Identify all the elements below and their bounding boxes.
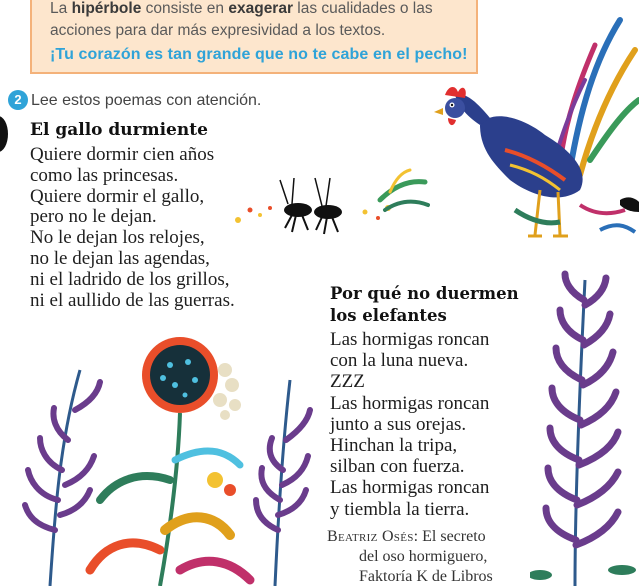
attribution-title: : El secreto [413, 528, 486, 545]
poem-line: Hinchan la tripa, [330, 435, 458, 457]
poem-line: Quiere dormir cien años [30, 144, 215, 165]
fern-illustration [530, 270, 639, 586]
plants-illustration [20, 330, 320, 586]
definition-verb: exagerar [228, 0, 293, 17]
poem-line: junto a sus orejas. [330, 413, 467, 435]
poem-line: con la luna nueva. [330, 350, 469, 372]
poem-line: ni el aullido de las guerras. [30, 289, 235, 311]
definition-part1: La [50, 0, 72, 17]
poem2-title: Por qué no duermen los elefantes [330, 284, 519, 325]
poem1-body [30, 145, 235, 311]
poem-line: Las hormigas roncan [330, 477, 490, 499]
definition-example: ¡Tu corazón es tan grande que no te cabe en el pecho! [50, 46, 468, 63]
attribution-author: Beatriz Osés [327, 528, 414, 545]
crickets-illustration [230, 160, 430, 240]
attribution-publisher: Faktoría K de Libros [359, 568, 493, 585]
definition-box [30, 0, 478, 74]
poem-line: Las hormigas roncan [330, 392, 490, 414]
attribution-line2: del oso hormiguero, [359, 548, 488, 565]
definition-part3: las cualidades o las acciones para dar más expresividad a los textos. [50, 0, 433, 39]
poem1-title: El gallo durmiente [30, 120, 208, 140]
poem-line: silban con fuerza. [330, 456, 465, 478]
definition-text [50, 0, 470, 42]
exercise-number-badge: 2 [8, 90, 28, 110]
poem-line: no le dejan las agendas, [30, 247, 210, 269]
poem-line: Quiere dormir el gallo, [30, 185, 205, 207]
rooster-illustration [420, 0, 639, 250]
exercise-instruction [8, 90, 261, 110]
attribution [327, 527, 493, 587]
poem-line: ni el ladrido de los grillos, [30, 268, 230, 290]
side-marker [0, 116, 8, 152]
poem-line: ZZZ [330, 371, 365, 393]
definition-part2: consiste en [141, 0, 229, 17]
poem-line: pero no le dejan. [30, 206, 157, 228]
poem-line: y tiembla la tierra. [330, 498, 470, 520]
poem-line: No le dejan los relojes, [30, 227, 205, 249]
definition-term: hipérbole [71, 0, 142, 17]
poem-line: como las princesas. [30, 164, 179, 186]
poem-line: Las hormigas roncan [330, 329, 490, 350]
poem2-body [330, 329, 489, 520]
instruction-text: Lee estos poemas con atención. [31, 92, 262, 109]
